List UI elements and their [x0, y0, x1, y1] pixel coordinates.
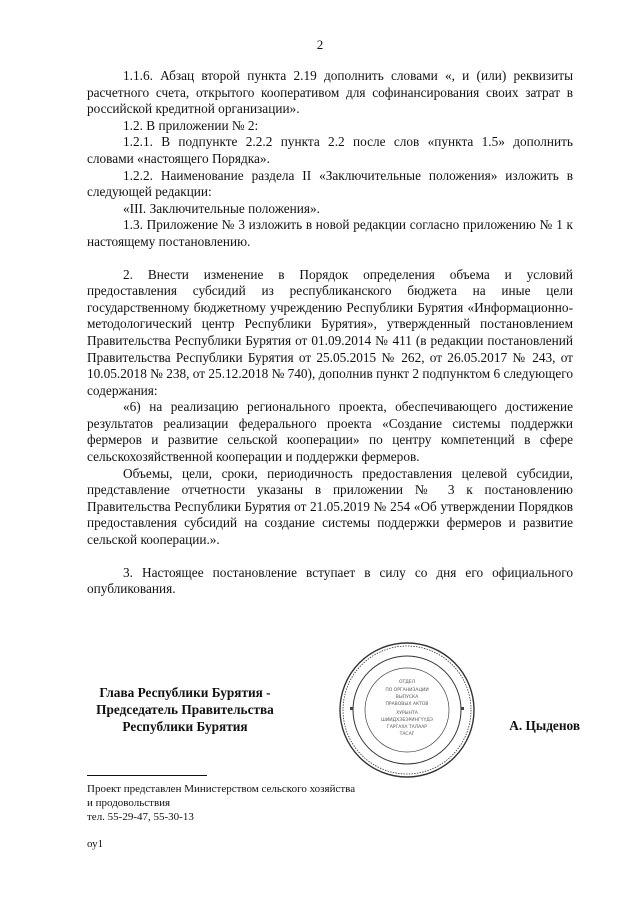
paragraph-1-3: 1.3. Приложение № 3 изложить в новой редакции согласно приложению № 1 к настоящему постановлению. — [87, 217, 573, 249]
seal-text: ГАРГАХА ТАЛААР — [386, 725, 428, 730]
footnote-divider — [87, 775, 207, 776]
signatory-title — [80, 684, 290, 735]
seal-text: ВЫПУСКА — [395, 695, 419, 700]
signatory-title-line: Председатель Правительства — [96, 702, 274, 717]
seal-text: ОТДЕЛ — [398, 680, 416, 685]
official-seal — [338, 641, 476, 779]
seal-text: ХУРЫНТА — [396, 711, 418, 716]
paragraph-2-sub-6: «6) на реализацию регионального проекта, обеспечивающего достижение результатов реализации федерального проекта «Создание системы поддержки фермеров и развитие сельской кооперации» по центру компетенций в сфере сельскохозяйственной кооперации и поддержки фермеров. — [87, 399, 573, 465]
document-body — [87, 68, 573, 598]
paragraph-3: 3. Настоящее постановление вступает в силу со дня его официального опубликования. — [87, 564, 573, 597]
document-code: оу1 — [87, 838, 104, 850]
seal-text: ТАСАГ — [399, 732, 415, 737]
footnote-line: и продовольствия — [87, 797, 171, 809]
paragraph-1-2-2: 1.2.2. Наименование раздела II «Заключительные положения» изложить в следующей редакции: — [87, 167, 573, 200]
paragraph-2: 2. Внести изменение в Порядок определения объема и условий предоставления субсидий из республиканского бюджета на иные цели государственному бюджетному учреждению Республики Бурятия «Информационно-методологический центр Республики Бурятия», утвержденный постановлением Правительства Республики Бурятия от 01.09.2014 № 411 (в редакции постановлений Правительства Республики Бурятия от 25.05.2015 № 262, от 26.05.2017 № 243, от 10.05.2018 № 238, от 25.12.2018 № 740), дополнив пункт 2 подпунктом 6 следующего содержания: — [87, 266, 573, 398]
footnote-phone: тел. 55-29-47, 55-30-13 — [87, 811, 194, 823]
paragraph-2-volumes: Объемы, цели, сроки, периодичность предоставления целевой субсидии, представление отчетности указаны в приложении № 3 к постановлению Правительства Республики Бурятия от 21.05.2019 № 254 «Об утверждении Порядков предоставления субсидий на создание системы поддержки фермеров и развитие сельской кооперации.». — [87, 465, 573, 548]
footnote-line: Проект представлен Министерством сельского хозяйства — [87, 783, 356, 795]
signatory-title-line: Глава Республики Бурятия - — [99, 685, 271, 700]
seal-text: ШИИДХЭБЭРИНГҮҮДЭ — [381, 718, 433, 723]
paragraph-1-2-1: 1.2.1. В подпункте 2.2.2 пункта 2.2 после слов «пункта 1.5» дополнить словами «настоящего Порядка». — [87, 134, 573, 166]
paragraph-1-2: 1.2. В приложении № 2: — [123, 117, 259, 133]
seal-text: ПРАВОВЫХ АКТОВ — [385, 702, 429, 707]
paragraph-1-1-6: 1.1.6. Абзац второй пункта 2.19 дополнить словами «, и (или) реквизиты расчетного счета, открытого кооперативом для софинансирования своих затрат в российской кредитной организации». — [87, 68, 573, 117]
signatory-name: А. Цыденов — [509, 718, 580, 733]
page-number: 2 — [316, 37, 324, 52]
signatory-title-line: Республики Бурятия — [122, 719, 248, 734]
footnote — [87, 782, 507, 824]
paragraph-section-title: «III. Заключительные положения». — [123, 200, 320, 216]
seal-text: ПО ОРГАНИЗАЦИИ — [385, 688, 429, 693]
